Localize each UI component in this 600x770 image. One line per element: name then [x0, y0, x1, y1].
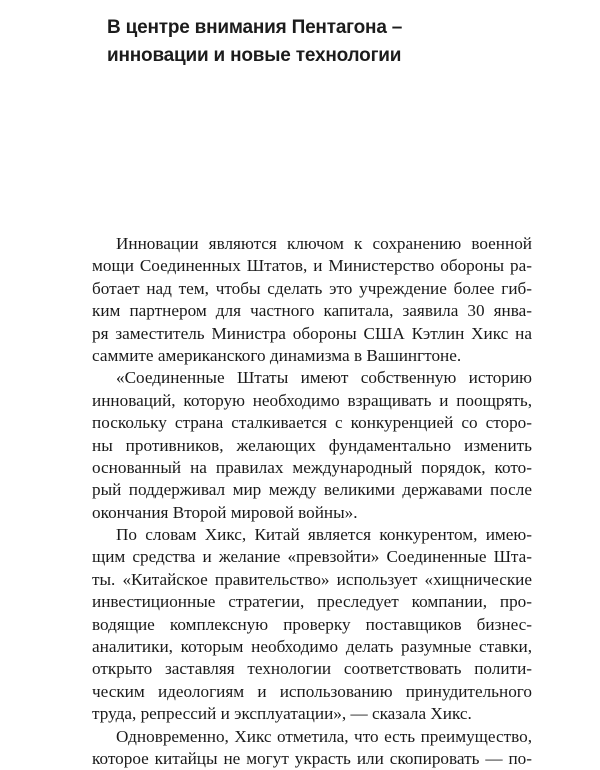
paragraph-2-line-3: поскольку страна сталкивается с конкуренцией со сторо-	[92, 413, 532, 433]
paragraph-2-line-6: рый поддерживал мир между великими державами после	[92, 480, 532, 500]
paragraph-3-line-8: ческим идеологиям и использованию принудительного	[92, 681, 532, 701]
paragraph-2-line-4: ны противников, желающих фундаментально изменить	[92, 435, 532, 455]
paragraph-1-line-3: ботает над тем, чтобы сделать это учреждение более гиб-	[92, 278, 532, 298]
paragraph-3-line-9: труда, репрессий и эксплуатации», — сказала Хикс.	[92, 704, 472, 724]
heading-line-2: инновации и новые технологии	[107, 45, 402, 66]
section-heading	[107, 14, 507, 70]
paragraph-3-line-2: щим средства и желание «превзойти» Соединенные Шта-	[92, 547, 532, 567]
paragraph-3-line-3: ты. «Китайское правительство» использует «хищнические	[92, 569, 532, 589]
paragraph-1-line-2: мощи Соединенных Штатов, и Министерство обороны ра-	[92, 256, 532, 276]
article-body	[92, 233, 532, 770]
paragraph-3-line-1: По словам Хикс, Китай является конкурентом, имею-	[116, 525, 532, 545]
paragraph-2-line-1: «Соединенные Штаты имеют собственную историю	[116, 368, 532, 388]
paragraph-3-line-7: открыто заставляя технологии соответствовать полити-	[92, 659, 532, 679]
paragraph-1-line-1: Инновации являются ключом к сохранению военной	[116, 234, 532, 253]
paragraph-3-line-5: водящие комплексную проверку поставщиков бизнес-	[92, 614, 532, 634]
paragraph-1-line-5: ря заместитель Министра обороны США Кэтлин Хикс на	[92, 323, 532, 343]
paragraph-3-line-6: аналитики, которым необходимо делать разумные ставки,	[92, 637, 532, 657]
paragraph-2-line-2: инноваций, которую необходимо взращивать и поощрять,	[92, 390, 532, 410]
heading-line-1: В центре внимания Пентагона –	[107, 17, 403, 38]
paragraph-1-line-4: ким партнером для частного капитала, заявила 30 янва-	[92, 301, 532, 321]
paragraph-4-line-2: которое китайцы не могут украсть или скопировать — по-	[92, 748, 532, 768]
paragraph-2-line-7: окончания Второй мировой войны».	[92, 502, 358, 522]
paragraph-2-line-5: основанный на правилах международный порядок, кото-	[92, 457, 532, 477]
paragraph-1-line-6: саммите американского динамизма в Вашингтоне.	[92, 345, 462, 365]
paragraph-4-line-1: Одновременно, Хикс отметила, что есть преимущество,	[116, 726, 532, 746]
paragraph-3-line-4: инвестиционные стратегии, преследует компании, про-	[92, 592, 532, 612]
